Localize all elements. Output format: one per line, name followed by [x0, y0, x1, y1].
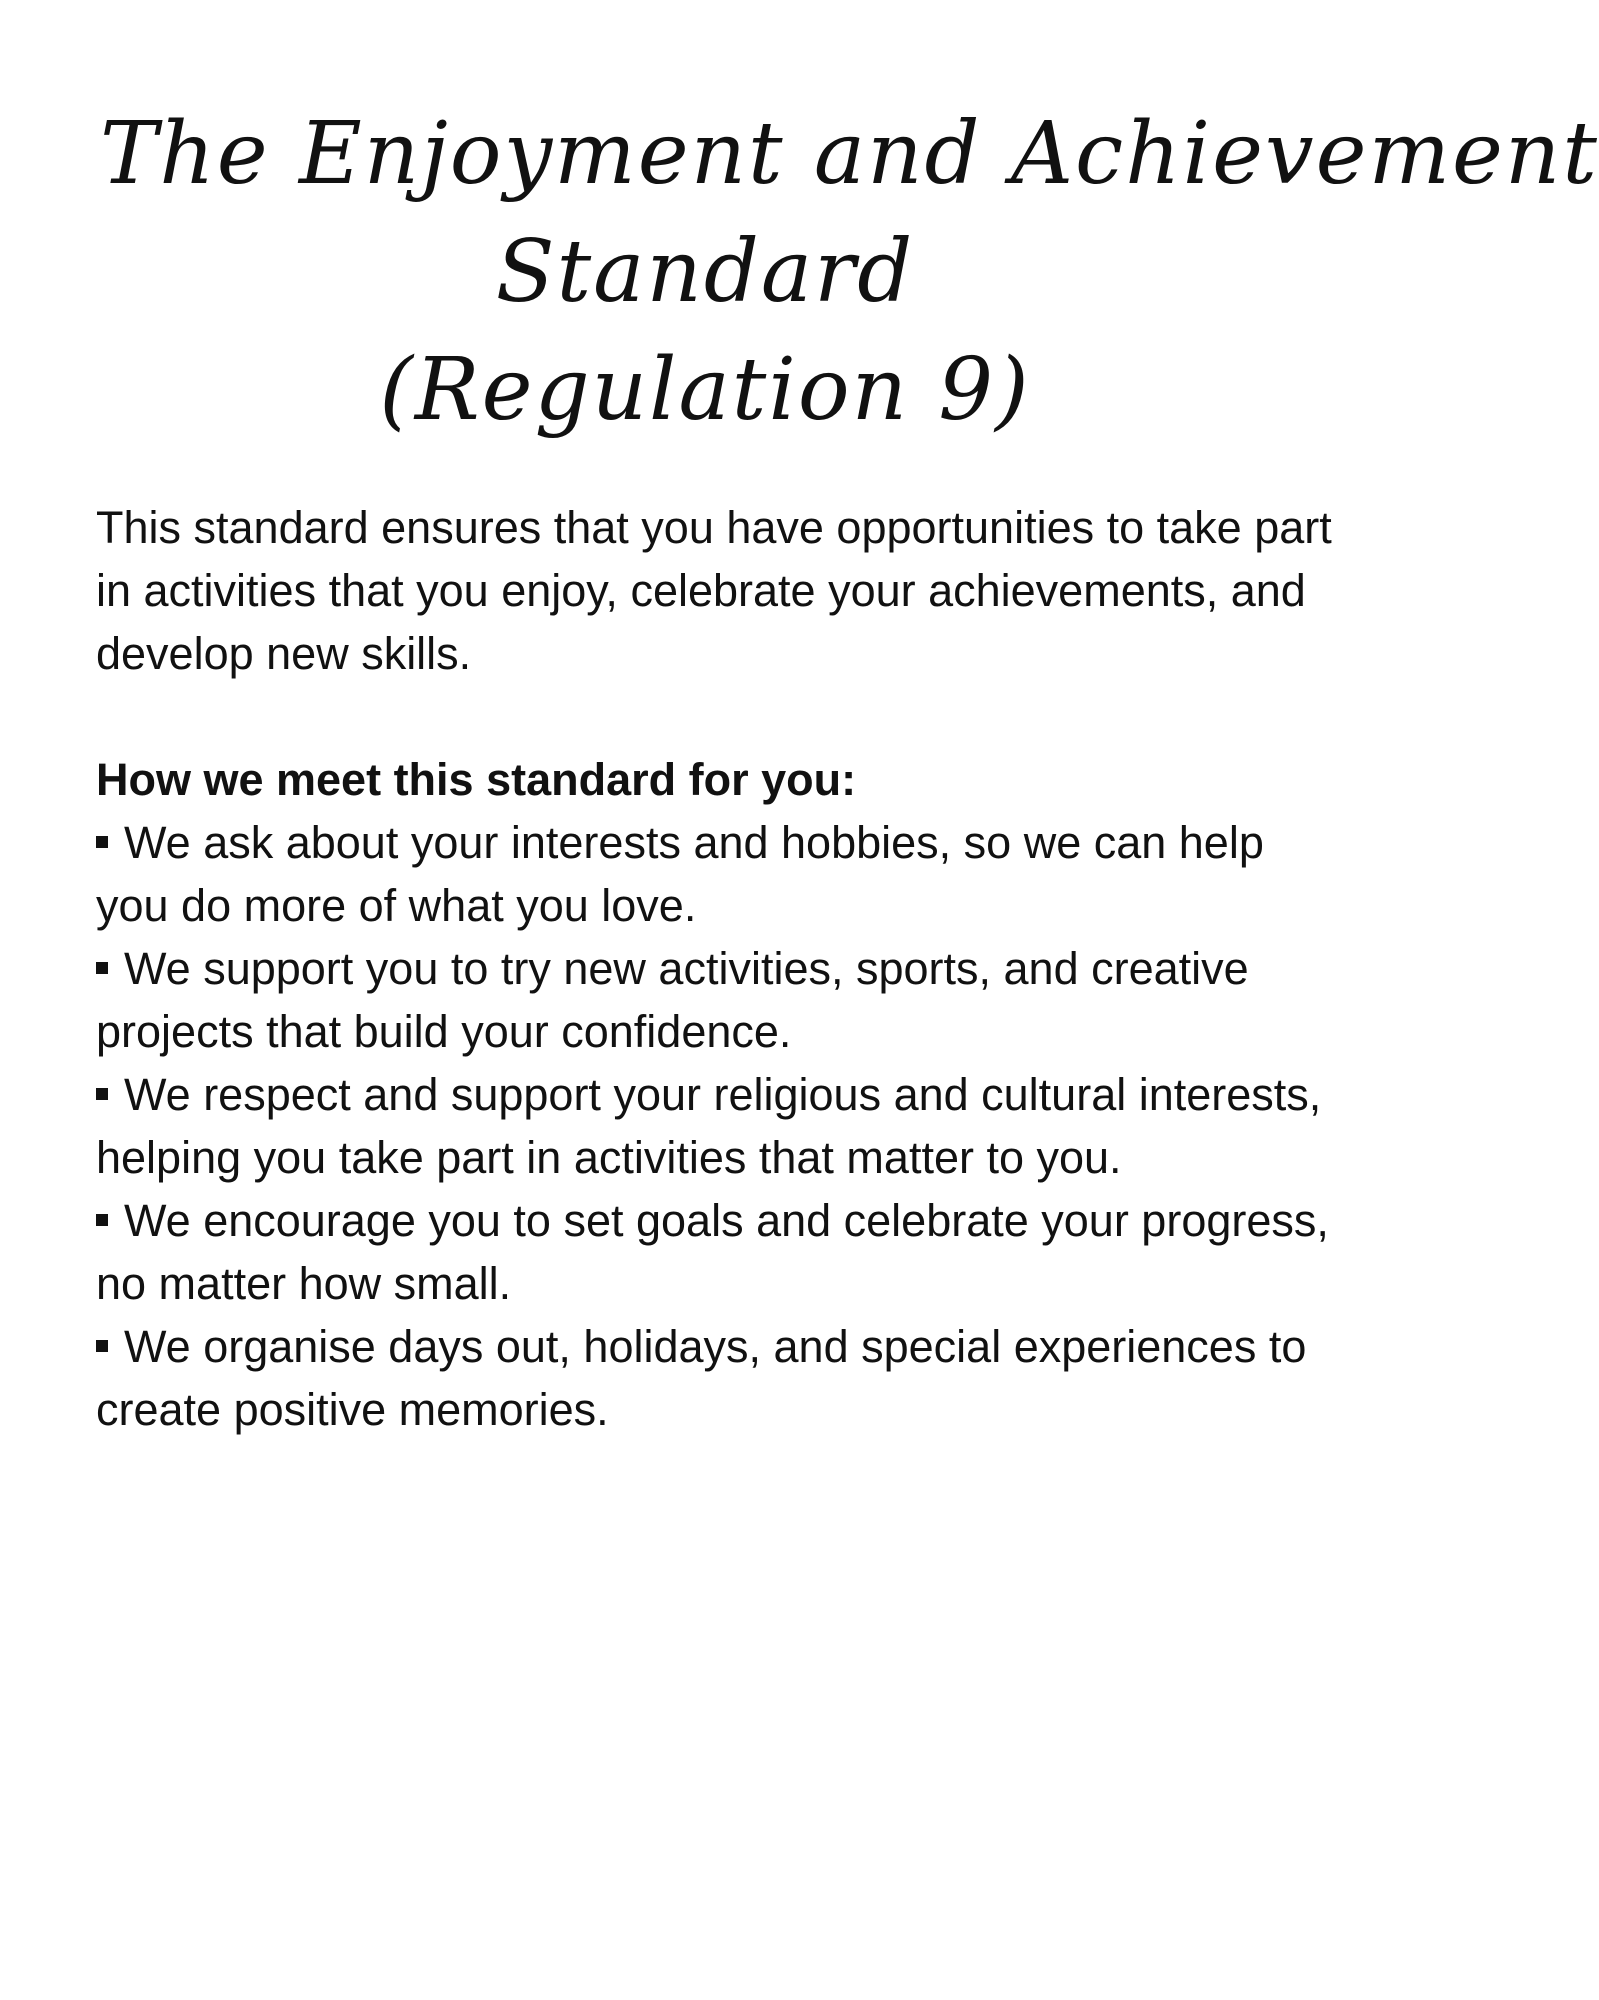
bullet-icon [96, 1340, 108, 1352]
list-item [96, 811, 1336, 937]
list-item-text: We support you to try new activities, sports, and creative projects that build your confidence. [96, 943, 1249, 1057]
list-item [96, 1189, 1336, 1315]
title-line-1: The Enjoyment and Achievement [100, 104, 1599, 204]
list-item-text: We organise days out, holidays, and special experiences to create positive memories. [96, 1321, 1307, 1435]
list-item [96, 937, 1336, 1063]
list-item-text: We ask about your interests and hobbies, so we can help you do more of what you love. [96, 817, 1264, 931]
bullet-icon [96, 962, 108, 974]
section-heading: How we meet this standard for you: [96, 754, 857, 805]
list-item [96, 1063, 1336, 1189]
title-line-3: (Regulation 9) [379, 340, 1031, 440]
bullet-icon [96, 1088, 108, 1100]
bullet-list [96, 811, 1336, 1441]
page-title [100, 95, 1599, 449]
list-item-text: We respect and support your religious and cultural interests, helping you take part in activities that matter to you. [96, 1069, 1322, 1183]
document-body [96, 496, 1336, 1441]
bullet-icon [96, 836, 108, 848]
list-item-text: We encourage you to set goals and celebrate your progress, no matter how small. [96, 1195, 1329, 1309]
bullet-icon [96, 1214, 108, 1226]
intro-paragraph: This standard ensures that you have opportunities to take part in activities that you enjoy, celebrate your achievements, and develop new skills. [96, 502, 1332, 679]
title-line-2: Standard [495, 222, 915, 322]
list-item [96, 1315, 1336, 1441]
